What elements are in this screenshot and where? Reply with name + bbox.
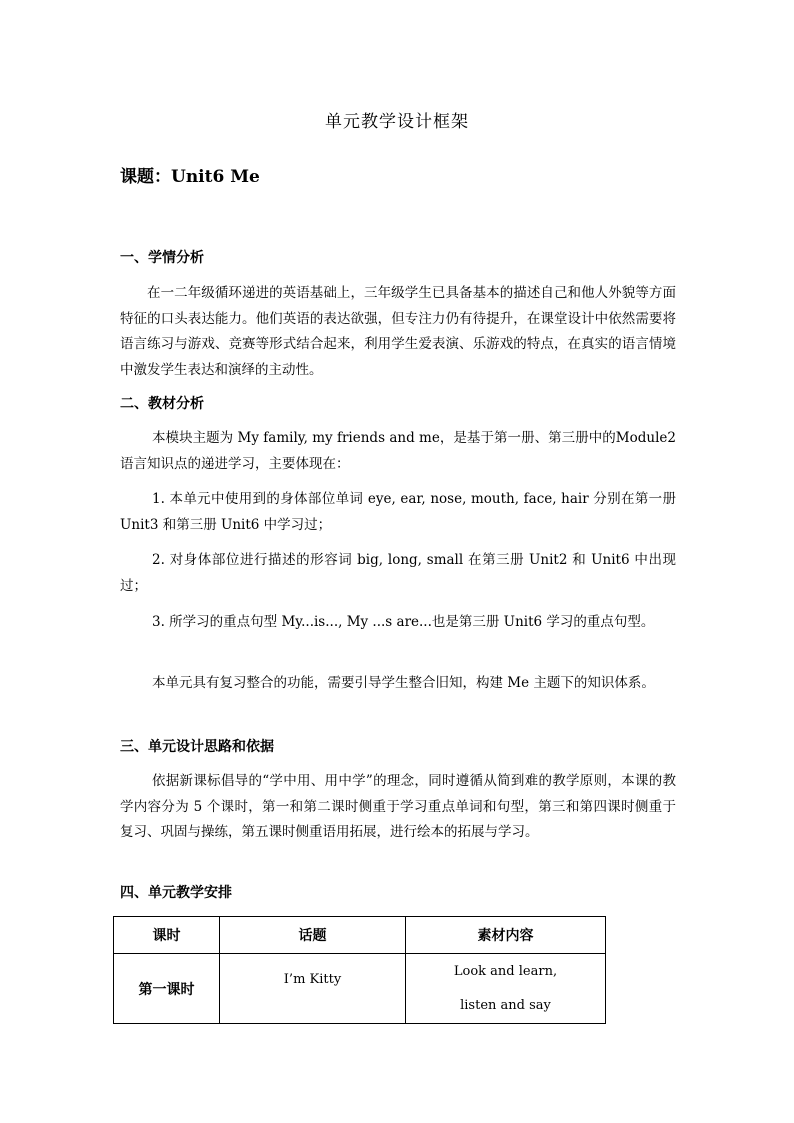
paragraph-design-rationale: 依据新课标倡导的“学中用、用中学”的理念，同时遵循从简到难的教学原则，本课的教学内容分为 5 个课时，第一和第二课时侧重于学习重点单词和句型，第三和第四课时侧重于复习、巩固与操练，第五课时侧重语用拓展，进行绘本的拓展与学习。 <box>120 773 676 840</box>
section-heading-teaching-schedule: 四、单元教学安排 <box>120 885 232 901</box>
section-heading-textbook-analysis: 二、教材分析 <box>120 396 204 412</box>
topic-cell: I’m Kitty <box>220 954 406 1024</box>
paragraph-learner-analysis: 在一二年级循环递进的英语基础上，三年级学生已具备基本的描述自己和他人外貌等方面特征的口头表达能力。他们英语的表达欲强，但专注力仍有待提升，在课堂设计中依然需要将语言练习与游戏、竞赛等形式结合起来，利用学生爱表演、乐游戏的特点，在真实的语言情境中激发学生表达和演绎的主动性。 <box>120 285 676 378</box>
table-header-row <box>114 917 606 954</box>
lesson-subject: 课题：Unit6 Me <box>120 167 260 187</box>
material-line: Look and learn, <box>453 963 558 979</box>
paragraph-textbook-closing: 本单元具有复习整合的功能，需要引导学生整合旧知，构建 Me 主题下的知识体系。 <box>152 675 655 691</box>
table-header-cell: 素材内容 <box>406 917 606 954</box>
section-heading-learner-analysis: 一、学情分析 <box>120 250 204 266</box>
lesson-cell: 第一课时 <box>114 954 220 1024</box>
paragraph-textbook-intro: 本模块主题为 My family, my friends and me，是基于第一册、第三册中的Module2 语言知识点的递进学习，主要体现在： <box>120 430 676 472</box>
table-header-cell: 课时 <box>114 917 220 954</box>
paragraph-textbook-item-3: 3. 所学习的重点句型 My...is..., My ...s are...也是第三册 Unit6 学习的重点句型。 <box>152 614 655 630</box>
paragraph-textbook-item-1: 1. 本单元中使用到的身体部位单词 eye, ear, nose, mouth, face, hair 分别在第一册 Unit3 和第三册 Unit6 中学习过； <box>120 491 676 533</box>
table-header-cell: 话题 <box>220 917 406 954</box>
document-title: 单元教学设计框架 <box>325 112 469 132</box>
material-line: listen and say <box>460 997 551 1013</box>
table-row <box>114 954 606 1024</box>
paragraph-textbook-item-2: 2. 对身体部位进行描述的形容词 big, long, small 在第三册 Unit2 和 Unit6 中出现过； <box>120 552 676 594</box>
schedule-table <box>113 916 606 1024</box>
section-heading-design-rationale: 三、单元设计思路和依据 <box>120 739 274 755</box>
material-cell <box>406 954 606 1024</box>
